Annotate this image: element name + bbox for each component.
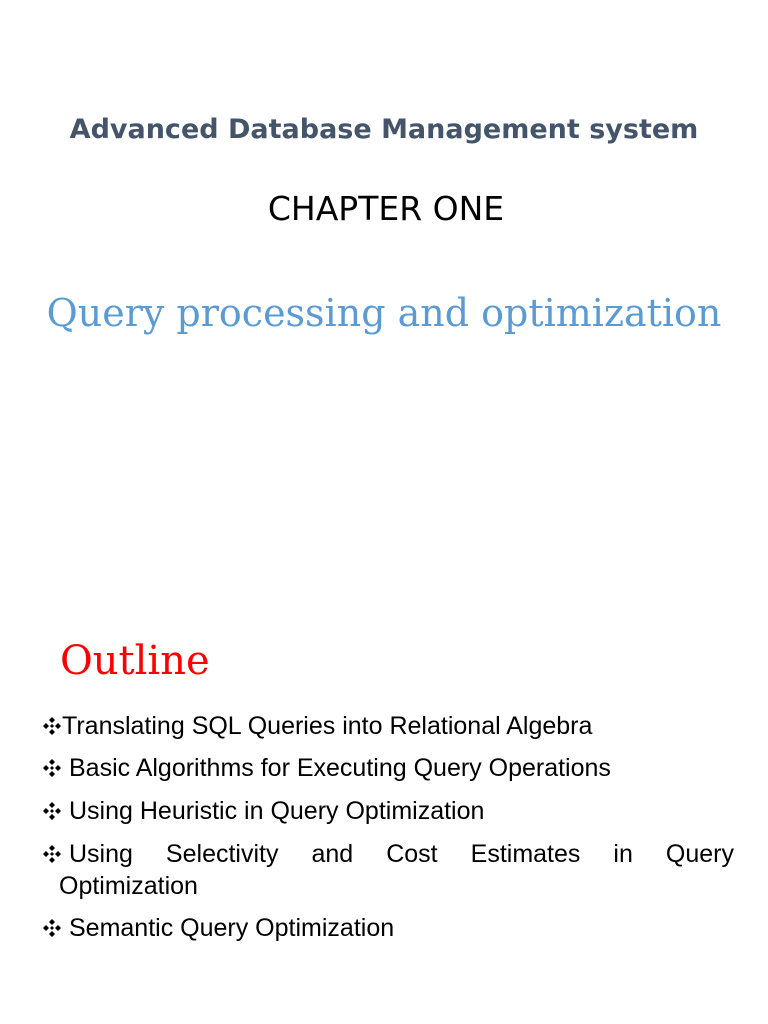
outline-item [40,838,734,902]
outline-heading: Outline [60,638,210,684]
outline-item-text [59,838,734,902]
diamond-bullet-icon [42,716,62,736]
outline-item-line: Using Selectivity and Cost Estimates in Query [69,840,734,868]
outline-item [40,795,734,827]
outline-item-text: Translating SQL Queries into Relational Algebra [62,712,593,740]
chapter-label: CHAPTER ONE [267,189,505,228]
diamond-bullet-icon [42,758,62,778]
outline-list [40,710,734,954]
outline-item-text: Basic Algorithms for Executing Query Operations [69,754,611,782]
outline-item [40,912,734,944]
outline-item-line: Optimization [59,872,198,900]
outline-item-text: Semantic Query Optimization [69,914,395,942]
outline-item-text: Using Heuristic in Query Optimization [69,797,485,825]
diamond-bullet-icon [42,918,62,938]
outline-item [40,710,734,742]
diamond-bullet-icon [42,801,62,821]
course-title: Advanced Database Management system [69,114,699,145]
chapter-subtitle: Query processing and optimization [46,291,722,335]
diamond-bullet-icon [42,844,62,864]
outline-item [40,752,734,784]
